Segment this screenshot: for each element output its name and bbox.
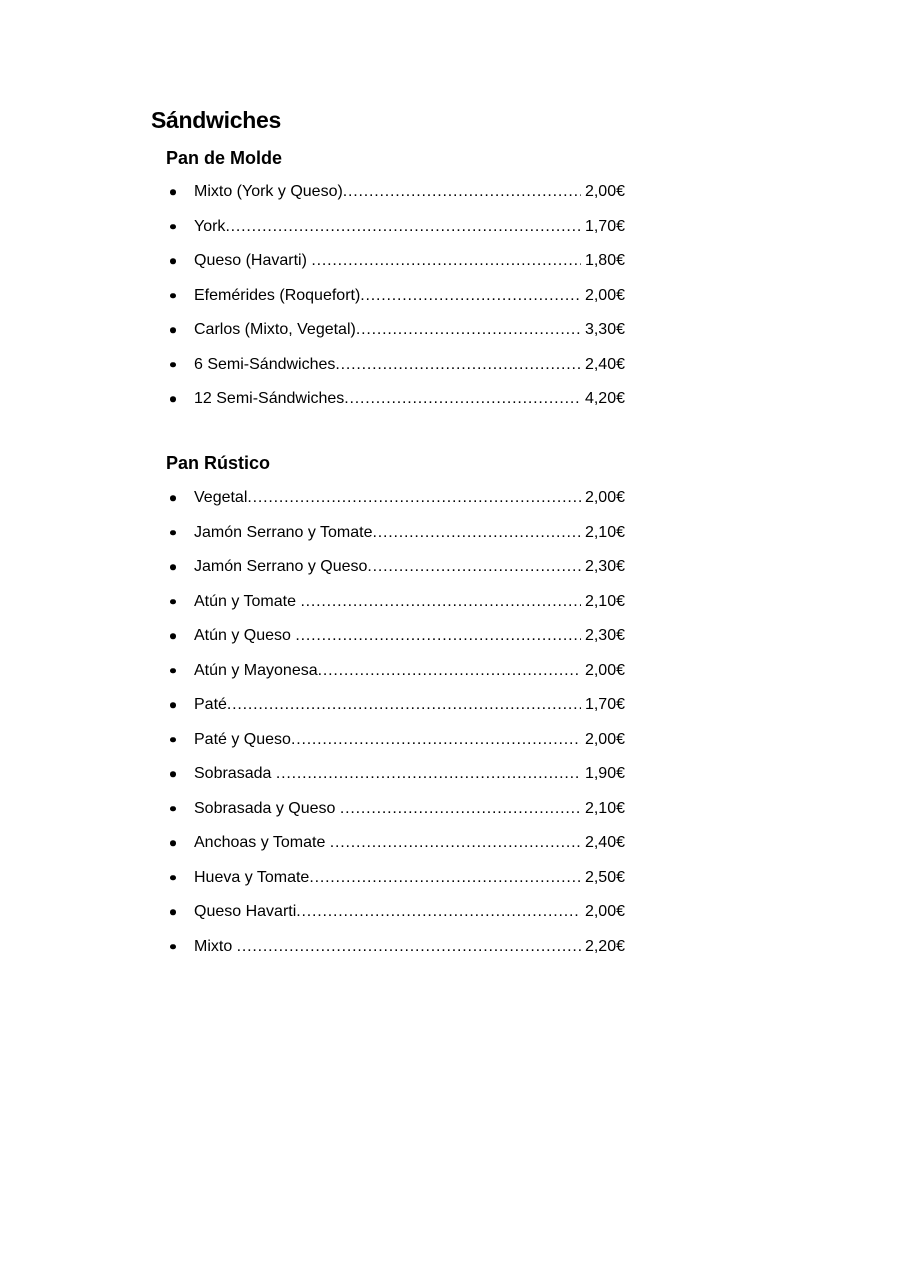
item-price: 2,00€ (584, 730, 625, 748)
item-name: Hueva y Tomate (194, 868, 310, 886)
section-heading: Pan Rústico (166, 453, 271, 473)
item-name: Queso (Havarti) (194, 252, 312, 269)
dot-leader (295, 619, 581, 654)
menu-item (151, 244, 625, 279)
bullet-icon (170, 841, 176, 847)
item-name: York (194, 217, 226, 235)
item-name: Paté y Queso (194, 730, 291, 748)
item-name: Mixto (York y Queso) (194, 183, 343, 200)
item-price: 2,40€ (584, 834, 625, 851)
bullet-icon (170, 190, 176, 196)
item-name: Queso Havarti (194, 903, 297, 920)
item-name: Mixto (194, 937, 237, 955)
item-name: Sobrasada (194, 765, 276, 782)
page-title: Sándwiches (151, 107, 281, 133)
dot-leader (344, 382, 581, 417)
item-price: 2,20€ (584, 937, 625, 955)
item-name: Atún y Mayonesa (194, 661, 318, 679)
dot-leader (247, 481, 581, 516)
menu-item (151, 654, 625, 689)
dot-leader (276, 757, 581, 792)
menu-item (151, 210, 625, 245)
item-name: 12 Semi-Sándwiches (194, 390, 345, 407)
menu-item (151, 585, 625, 620)
menu-item (151, 175, 625, 210)
menu-section (151, 453, 625, 964)
section-heading: Pan de Molde (166, 148, 283, 168)
bullet-icon (170, 397, 176, 403)
dot-leader (309, 861, 581, 896)
bullet-icon (170, 703, 176, 709)
menu-item (151, 550, 625, 585)
menu-item (151, 861, 625, 896)
section-item-list (151, 175, 625, 417)
bullet-icon (170, 772, 176, 778)
item-price: 2,00€ (584, 489, 625, 506)
bullet-icon (170, 737, 176, 743)
item-price: 2,00€ (584, 286, 625, 304)
bullet-icon (170, 806, 176, 812)
menu-item (151, 723, 625, 758)
item-name: Atún y Queso (194, 627, 296, 644)
item-name: Anchoas y Tomate (194, 834, 330, 851)
dot-leader (237, 930, 581, 965)
dot-leader (225, 210, 581, 245)
bullet-icon (170, 668, 176, 674)
dot-leader (300, 585, 581, 620)
bullet-icon (170, 293, 176, 299)
menu-item (151, 348, 625, 383)
menu-item (151, 481, 625, 516)
item-name: 6 Semi-Sándwiches (194, 355, 336, 373)
bullet-icon (170, 496, 176, 502)
bullet-icon (170, 328, 176, 334)
menu-item (151, 826, 625, 861)
menu-item (151, 382, 625, 417)
menu-item (151, 688, 625, 723)
item-price: 2,10€ (584, 523, 625, 541)
item-name: Jamón Serrano y Tomate (194, 523, 373, 541)
menu-item (151, 930, 625, 965)
bullet-icon (170, 259, 176, 265)
menu-item (151, 619, 625, 654)
menu-item (151, 757, 625, 792)
item-price: 2,00€ (584, 903, 625, 920)
item-price: 1,80€ (584, 252, 625, 269)
item-price: 2,10€ (584, 592, 625, 610)
item-price: 2,30€ (584, 558, 625, 575)
dot-leader (311, 244, 581, 279)
dot-leader (296, 895, 581, 930)
item-name: Vegetal (194, 489, 248, 506)
bullet-icon (170, 634, 176, 640)
item-name: Jamón Serrano y Queso (194, 558, 368, 575)
bullet-icon (170, 224, 176, 230)
item-price: 1,70€ (584, 217, 625, 235)
bullet-icon (170, 875, 176, 881)
item-price: 2,50€ (584, 868, 625, 886)
item-price: 2,00€ (584, 183, 625, 200)
item-name: Carlos (Mixto, Vegetal) (194, 321, 356, 338)
item-price: 4,20€ (584, 390, 625, 407)
dot-leader (335, 348, 581, 383)
menu-item (151, 895, 625, 930)
bullet-icon (170, 944, 176, 950)
bullet-icon (170, 362, 176, 368)
dot-leader (372, 516, 580, 551)
menu-sections (151, 148, 625, 964)
item-name: Paté (194, 696, 227, 713)
item-price: 1,70€ (584, 696, 625, 713)
menu-section (151, 148, 625, 417)
dot-leader (318, 654, 581, 689)
item-name: Atún y Tomate (194, 592, 301, 610)
bullet-icon (170, 599, 176, 605)
bullet-icon (170, 565, 176, 571)
item-price: 2,00€ (584, 661, 625, 679)
menu-item (151, 313, 625, 348)
menu-item (151, 279, 625, 314)
dot-leader (356, 313, 581, 348)
dot-leader (330, 826, 581, 861)
item-price: 2,40€ (584, 355, 625, 373)
dot-leader (291, 723, 581, 758)
item-price: 3,30€ (584, 321, 625, 338)
dot-leader (343, 175, 581, 210)
dot-leader (360, 279, 581, 314)
dot-leader (340, 792, 581, 827)
dot-leader (227, 688, 581, 723)
item-price: 2,10€ (584, 799, 625, 817)
dot-leader (367, 550, 581, 585)
bullet-icon (170, 910, 176, 916)
item-price: 1,90€ (584, 765, 625, 782)
section-item-list (151, 481, 625, 964)
item-name: Efemérides (Roquefort) (194, 286, 361, 304)
item-price: 2,30€ (584, 627, 625, 644)
bullet-icon (170, 530, 176, 536)
item-name: Sobrasada y Queso (194, 799, 340, 817)
menu-item (151, 792, 625, 827)
menu-item (151, 516, 625, 551)
